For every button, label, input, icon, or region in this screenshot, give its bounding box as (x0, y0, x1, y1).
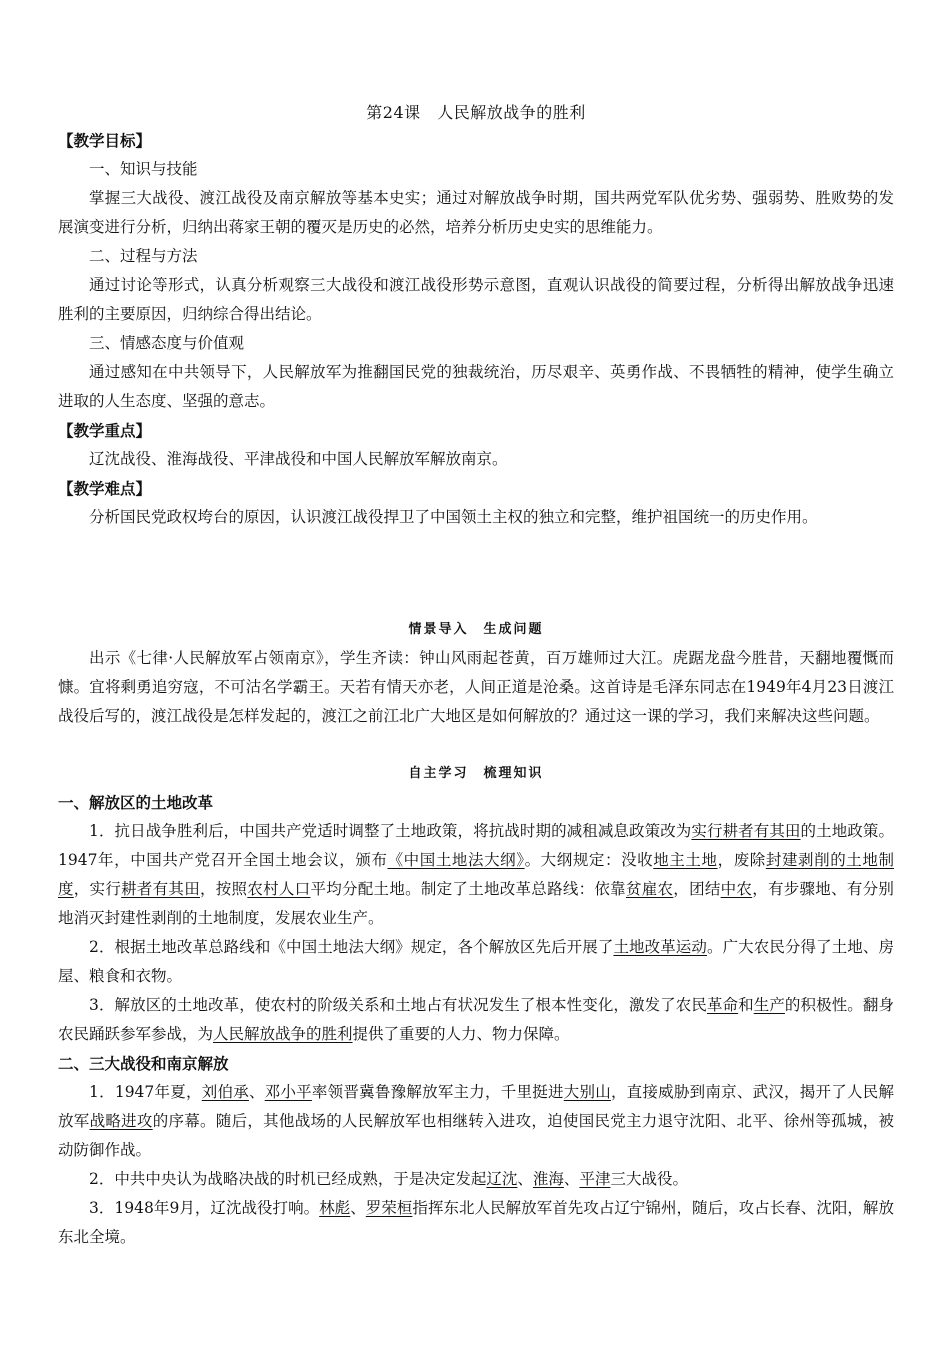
paragraph-text: 2．根据土地改革总路线和《中国土地法大纲》规定，各个解放区先后开展了 (89, 938, 614, 956)
paragraph-text: 提供了重要的人力、物力保障。 (352, 1025, 570, 1043)
paragraph-text: ，团结 (673, 880, 721, 898)
answer-blank: 淮海 (532, 1170, 564, 1188)
answer-blank: 刘伯承 (201, 1083, 249, 1101)
part1-p3 (58, 991, 894, 1049)
paragraph-text: 的积极性。翻身农民踊跃参军参战，为 (58, 996, 894, 1043)
lesson-name: 人民解放战争的胜利 (437, 103, 586, 122)
goals-s1-title: 一、知识与技能 (89, 160, 198, 178)
goals-s3-title: 三、情感态度与价值观 (89, 334, 245, 352)
paragraph-text: 1．1947年夏， (89, 1083, 202, 1101)
answer-blank: 封建剥削的土地制度 (58, 851, 894, 898)
answer-blank: 战略进攻 (89, 1112, 153, 1130)
paragraph-text: 2．中共中央认为战略决战的时机已经成熟，于是决定发起 (89, 1170, 487, 1188)
paragraph-text: ，有步骤地、有分别地消灭封建性剥削的土地制度，发展农业生产。 (58, 880, 894, 927)
part2-title: 二、三大战役和南京解放 (58, 1054, 229, 1073)
lesson-title (58, 100, 894, 123)
intro-section (58, 615, 894, 731)
goals-s3-text: 通过感知在中共领导下，人民解放军为推翻国民党的独裁统治，历尽艰辛、英勇作战、不畏牺牲的精神，使学生确立进取的人生态度、坚强的意志。 (58, 363, 894, 410)
part2-p3 (58, 1194, 894, 1252)
paragraph-text: ，废除 (717, 851, 766, 869)
intro-heading: 情景导入 生成问题 (408, 622, 544, 637)
part2-p1 (58, 1078, 894, 1165)
answer-blank: 大别山 (563, 1083, 611, 1101)
answer-blank: 革命 (706, 996, 739, 1014)
difficulty-text: 分析国民党政权垮台的原因，认识渡江战役捍卫了中国领土主权的独立和完整，维护祖国统一的历史作用。 (89, 508, 818, 526)
paragraph-text: 率领晋冀鲁豫解放军主力，千里挺进 (311, 1083, 564, 1101)
goals-heading: 【教学目标】 (58, 131, 152, 150)
paragraph-text: 和 (738, 996, 754, 1014)
paragraph-text: 、 (248, 1083, 265, 1101)
paragraph-text: 3．1948年9月，辽沈战役打响。 (89, 1199, 320, 1217)
paragraph-text: 1．抗日战争胜利后，中国共产党适时调整了土地政策，将抗战时期的减租减息政策改为 (89, 822, 692, 840)
focus-heading: 【教学重点】 (58, 421, 152, 440)
answer-blank: 邓小平 (264, 1083, 312, 1101)
paragraph-text: ，实行 (73, 880, 122, 898)
paragraph-text: 的土地政策。1947年，中国共产党召开全国土地会议，颁布 (58, 822, 894, 869)
answer-blank: 地主土地 (653, 851, 718, 869)
answer-blank: 人民解放战争的胜利 (213, 1025, 353, 1043)
paragraph-text: 的序幕。随后，其他战场的人民解放军也相继转入进攻，迫使国民党主力退守沈阳、北平、徐州等孤城，被动防御作战。 (58, 1112, 894, 1159)
part1-title: 一、解放区的土地改革 (58, 793, 214, 812)
paragraph-text: 。广大农民分得了土地、房屋、粮食和衣物。 (58, 938, 894, 985)
goals-s2-text: 通过讨论等形式，认真分析观察三大战役和渡江战役形势示意图，直观认识战役的简要过程，分析得出解放战争迅速胜利的主要原因，归纳综合得出结论。 (58, 276, 894, 323)
answer-blank: 实行耕者有其田 (691, 822, 801, 840)
paragraph-text: 平均分配土地。制定了土地改革总路线：依靠 (310, 880, 626, 898)
paragraph-text: 3．解放区的土地改革，使农村的阶级关系和土地占有状况发生了根本性变化，激发了农民 (89, 996, 707, 1014)
self-study-section (58, 759, 894, 1252)
lesson-number: 第24课 (366, 103, 421, 122)
paragraph-text: 、 (563, 1170, 580, 1188)
answer-blank: 耕者有其田 (121, 880, 200, 898)
answer-blank: 罗荣桓 (365, 1199, 413, 1217)
paragraph-text: ，直接威胁到南京、武汉，揭开了人民解放军 (58, 1083, 894, 1130)
answer-blank: 贫雇农 (625, 880, 674, 898)
intro-text: 出示《七律·人民解放军占领南京》，学生齐读：钟山风雨起苍黄，百万雄师过大江。虎踞龙盘今胜昔，天翻地覆慨而慷。宜将剩勇追穷寇，不可沽名学霸王。天若有情天亦老，人间正道是沧桑。这首诗是毛泽东同志在1949年4月23日渡江战役后写的，渡江战役是怎样发起的，渡江之前江北广大地区是如何解放的？通过这一课的学习，我们来解决这些问题。 (58, 649, 894, 725)
answer-blank: 中农 (720, 880, 753, 898)
paragraph-text: 。大纲规定：没收 (524, 851, 654, 869)
answer-blank: 辽沈 (486, 1170, 518, 1188)
difficulty-heading: 【教学难点】 (58, 479, 152, 498)
answer-blank: 农村人口 (247, 880, 311, 898)
focus-text: 辽沈战役、淮海战役、平津战役和中国人民解放军解放南京。 (89, 450, 508, 468)
goals-section (58, 126, 894, 532)
paragraph-text: ，按照 (200, 880, 248, 898)
answer-blank: 生产 (753, 996, 785, 1014)
answer-blank: 《中国土地法大纲》 (387, 851, 525, 869)
part1-p1 (58, 817, 894, 933)
answer-blank: 平津 (579, 1170, 611, 1188)
paragraph-text: 、 (517, 1170, 533, 1188)
part2-p2 (58, 1165, 894, 1194)
paragraph-text: 、 (350, 1199, 366, 1217)
goals-s1-text: 掌握三大战役、渡江战役及南京解放等基本史实；通过对解放战争时期，国共两党军队优劣势、强弱势、胜败势的发展演变进行分析，归纳出蒋家王朝的覆灭是历史的必然，培养分析历史史实的思维能力。 (58, 189, 894, 236)
self-study-heading: 自主学习 梳理知识 (408, 766, 544, 781)
paragraph-text: 三大战役。 (610, 1170, 688, 1188)
goals-s2-title: 二、过程与方法 (89, 247, 198, 265)
paragraph-text: 指挥东北人民解放军首先攻占辽宁锦州，随后，攻占长春、沈阳，解放东北全境。 (58, 1199, 894, 1246)
answer-blank: 林彪 (319, 1199, 351, 1217)
answer-blank: 土地改革运动 (613, 938, 707, 956)
part1-p2 (58, 933, 894, 991)
